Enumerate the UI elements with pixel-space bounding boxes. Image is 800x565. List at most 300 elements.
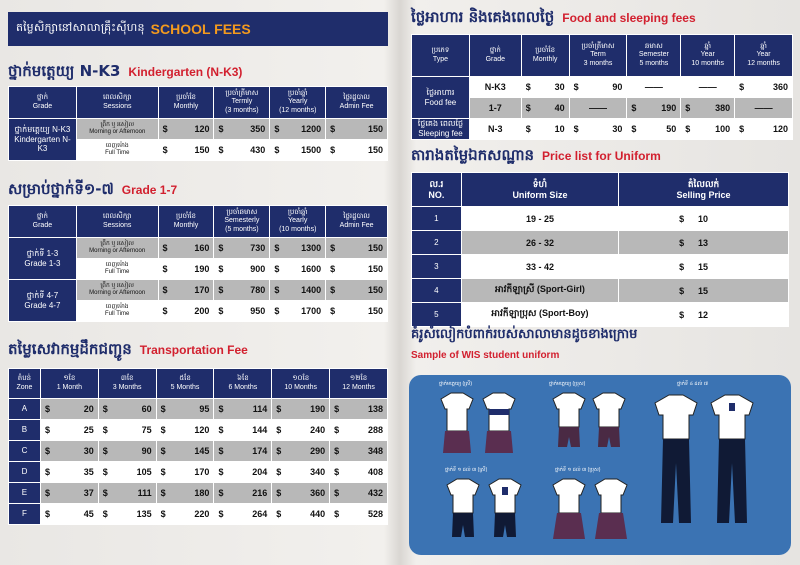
column-header: ឆ្នាំ Year 10 months — [681, 35, 735, 77]
zone-cell: B — [9, 420, 41, 441]
column-header: ប្រចាំត្រីមាស Termly (3 months) — [214, 87, 270, 119]
year12-cell-currency: $ — [739, 82, 745, 92]
yearly-cell-value: 1400 — [301, 285, 322, 295]
monthly-cell-value: 170 — [194, 285, 210, 295]
price-cell-currency: $ — [679, 213, 685, 224]
price-cell — [619, 279, 789, 303]
zone-cell: D — [9, 462, 41, 483]
m12-cell-value: 432 — [367, 488, 383, 498]
m1-cell-value: 25 — [83, 425, 94, 435]
uniform-price-heading-en: Price list for Uniform — [542, 149, 661, 163]
admin-cell-currency: $ — [330, 124, 336, 134]
m10-cell-value: 440 — [310, 509, 326, 519]
m10-cell — [272, 420, 330, 441]
monthly-cell — [158, 301, 214, 322]
monthly-cell-currency: $ — [525, 82, 531, 92]
yearly-cell — [270, 119, 326, 140]
grade-cell: 1-7 — [469, 98, 521, 119]
m6-cell-value: 144 — [252, 425, 268, 435]
grade-cell: ថ្នាក់មត្តេយ្យ N-K3 Kindergarten N-K3 — [9, 119, 77, 161]
m6-cell — [214, 441, 272, 462]
m3-cell-currency: $ — [102, 404, 108, 414]
m1-cell — [40, 483, 98, 504]
semester-cell-currency: $ — [631, 103, 637, 113]
column-header: តំបន់ Zone — [9, 369, 41, 399]
m10-cell-currency: $ — [276, 509, 282, 519]
monthly-cell-currency: $ — [162, 243, 168, 253]
table-row — [9, 399, 388, 420]
semester-cell — [627, 119, 681, 140]
zone-cell: A — [9, 399, 41, 420]
table-row — [412, 231, 789, 255]
yearly-cell — [270, 140, 326, 161]
m6-cell-value: 174 — [252, 446, 268, 456]
monthly-cell — [158, 238, 214, 259]
column-header: ១ខែ 1 Month — [40, 369, 98, 399]
uniform-label-grade1-3-boy: ថ្នាក់ទី ១ ដល់ ៣ (ប្រុស) — [555, 467, 601, 473]
banner-title: SCHOOL FEES — [150, 21, 251, 37]
m6-cell-value: 216 — [252, 488, 268, 498]
uniform-price-heading — [411, 146, 661, 168]
m6-cell — [214, 504, 272, 525]
m5-cell-currency: $ — [160, 488, 166, 498]
m10-cell-currency: $ — [276, 446, 282, 456]
m3-cell — [98, 441, 156, 462]
semesterly-cell — [214, 238, 270, 259]
table-row — [9, 280, 388, 301]
uniform-label-grade1-3-girl: ថ្នាក់ទី ១ ដល់ ៣ (ស្រី) — [445, 467, 488, 473]
m6-cell-currency: $ — [218, 446, 224, 456]
m1-cell-value: 35 — [83, 467, 94, 477]
uniform-grade1-3-skirt-icon — [553, 479, 585, 539]
admin-cell-currency: $ — [330, 285, 336, 295]
admin-cell — [326, 140, 388, 161]
yearly-cell-currency: $ — [274, 285, 280, 295]
m10-cell — [272, 483, 330, 504]
m3-cell-currency: $ — [102, 488, 108, 498]
grade-heading — [8, 180, 177, 202]
m3-cell — [98, 462, 156, 483]
column-header: ប្រចាំខែ Monthly — [158, 206, 214, 238]
grade-cell: ថ្នាក់ទី 1-3 Grade 1-3 — [9, 238, 77, 280]
uniform-price-table — [411, 172, 789, 327]
semesterly-cell — [214, 301, 270, 322]
m1-cell — [40, 462, 98, 483]
semesterly-cell — [214, 280, 270, 301]
table-row — [9, 504, 388, 525]
price-cell-value: 15 — [697, 261, 708, 272]
type-cell: ថ្លៃគេង ពេលថ្ងៃ Sleeping fee — [412, 119, 470, 140]
uniform-price-heading-km: តារាងតម្លៃឯកសណ្ឋាន — [411, 146, 535, 164]
session-cell: ព្រឹក ឬ រសៀល Morning or Afternoon — [76, 280, 158, 301]
admin-cell — [326, 238, 388, 259]
m5-cell-value: 120 — [194, 425, 210, 435]
m5-cell — [156, 441, 214, 462]
size-cell: អាវកីឡាប្រុស (Sport-Boy) — [461, 303, 618, 327]
m6-cell-currency: $ — [218, 488, 224, 498]
column-header: ពេលសិក្សា Sessions — [76, 87, 158, 119]
m12-cell-currency: $ — [334, 467, 340, 477]
m3-cell-value: 60 — [141, 404, 152, 414]
column-header: ប្រចាំឆ្នាំ Yearly (12 months) — [270, 87, 326, 119]
session-cell: ព្រឹក ឬ រសៀល Morning or Afternoon — [76, 119, 158, 140]
m6-cell — [214, 399, 272, 420]
admin-cell-currency: $ — [330, 264, 336, 274]
m3-cell-currency: $ — [102, 425, 108, 435]
semesterly-cell-currency: $ — [218, 243, 224, 253]
size-cell: 33 - 42 — [461, 255, 618, 279]
term-cell — [569, 119, 627, 140]
price-cell-currency: $ — [679, 285, 685, 296]
semesterly-cell-value: 950 — [250, 306, 266, 316]
monthly-cell — [521, 119, 569, 140]
semesterly-cell — [214, 259, 270, 280]
m10-cell-currency: $ — [276, 425, 282, 435]
column-header: ថ្លៃរដ្ឋបាល Admin Fee — [326, 87, 388, 119]
yearly-cell — [270, 259, 326, 280]
table-row — [412, 77, 793, 98]
transport-fee-table — [8, 368, 388, 525]
transport-heading-km: តម្លៃសេវាកម្មដឹកជញ្ជូន — [8, 340, 132, 358]
column-header: ថ្នាក់ Grade — [9, 206, 77, 238]
m5-cell — [156, 399, 214, 420]
admin-cell — [326, 301, 388, 322]
yearly-cell-value: 1500 — [301, 145, 322, 155]
food-fee-table — [411, 34, 793, 140]
monthly-cell-value: 10 — [554, 124, 565, 134]
column-header: ៥ខែ 5 Months — [156, 369, 214, 399]
monthly-cell-currency: $ — [525, 103, 531, 113]
m10-cell-value: 190 — [310, 404, 326, 414]
column-header: ប្រចាំត្រីមាស Term 3 months — [569, 35, 627, 77]
admin-cell-currency: $ — [330, 243, 336, 253]
semesterly-cell-currency: $ — [218, 285, 224, 295]
uniform-grade1-3-boy-icon — [489, 479, 521, 537]
year10-cell: —— — [681, 77, 735, 98]
column-header: ល.រ NO. — [412, 173, 462, 207]
m10-cell — [272, 504, 330, 525]
monthly-cell — [521, 77, 569, 98]
monthly-cell-currency: $ — [525, 124, 531, 134]
year12-cell-currency: $ — [739, 124, 745, 134]
m5-cell-currency: $ — [160, 446, 166, 456]
m12-cell-value: 138 — [367, 404, 383, 414]
m6-cell-currency: $ — [218, 509, 224, 519]
semesterly-cell-currency: $ — [218, 264, 224, 274]
uniform-kg-girl-icon — [441, 393, 473, 453]
grade-cell: N-K3 — [469, 77, 521, 98]
number-cell: 4 — [412, 279, 462, 303]
price-cell-value: 15 — [697, 285, 708, 296]
zone-cell: E — [9, 483, 41, 504]
uniform-sample-panel — [409, 375, 791, 555]
column-header: ៦ខែ 6 Months — [214, 369, 272, 399]
year10-cell-currency: $ — [685, 124, 691, 134]
m6-cell-currency: $ — [218, 467, 224, 477]
uniform-label-kg-girl: ថ្នាក់មត្តេយ្យ (ស្រី) — [439, 381, 473, 387]
monthly-cell-currency: $ — [162, 124, 168, 134]
m6-cell — [214, 483, 272, 504]
table-row — [412, 279, 789, 303]
number-cell: 2 — [412, 231, 462, 255]
zone-cell: F — [9, 504, 41, 525]
yearly-cell — [270, 301, 326, 322]
table-row — [412, 98, 793, 119]
price-cell — [619, 207, 789, 231]
m10-cell-currency: $ — [276, 488, 282, 498]
m3-cell-value: 90 — [141, 446, 152, 456]
transport-heading — [8, 340, 248, 362]
size-cell: 26 - 32 — [461, 231, 618, 255]
m12-cell — [330, 441, 388, 462]
monthly-cell-value: 200 — [194, 306, 210, 316]
column-header: ទំហំ Uniform Size — [461, 173, 618, 207]
column-header: ប្រចាំខែ Monthly — [521, 35, 569, 77]
m12-cell-value: 408 — [367, 467, 383, 477]
m3-cell — [98, 483, 156, 504]
m3-cell — [98, 504, 156, 525]
m10-cell-value: 360 — [310, 488, 326, 498]
m5-cell-value: 220 — [194, 509, 210, 519]
m5-cell — [156, 504, 214, 525]
yearly-cell-currency: $ — [274, 264, 280, 274]
yearly-cell-currency: $ — [274, 145, 280, 155]
uniform-label-grade4-7: ថ្នាក់ទី ៤ ដល់ ៧ — [677, 381, 708, 387]
grade-cell: ថ្នាក់ទី 4-7 Grade 4-7 — [9, 280, 77, 322]
m3-cell — [98, 399, 156, 420]
column-header: ឆ្នាំ Year 12 months — [735, 35, 793, 77]
year10-cell — [681, 98, 735, 119]
m1-cell-currency: $ — [44, 446, 50, 456]
m3-cell-currency: $ — [102, 509, 108, 519]
termly-cell — [214, 119, 270, 140]
year10-cell-value: 380 — [715, 103, 731, 113]
m1-cell — [40, 399, 98, 420]
semesterly-cell-value: 780 — [250, 285, 266, 295]
m12-cell — [330, 483, 388, 504]
price-cell-currency: $ — [679, 261, 685, 272]
m1-cell — [40, 441, 98, 462]
m5-cell — [156, 462, 214, 483]
semester-cell: —— — [627, 77, 681, 98]
semester-cell-currency: $ — [631, 124, 637, 134]
m1-cell — [40, 504, 98, 525]
termly-cell-value: 350 — [250, 124, 266, 134]
transport-heading-en: Transportation Fee — [139, 343, 248, 357]
m3-cell-value: 111 — [137, 488, 152, 498]
left-page — [0, 0, 398, 565]
uniform-kg-girl-back-icon — [483, 393, 515, 453]
table-row — [9, 420, 388, 441]
price-cell — [619, 231, 789, 255]
yearly-cell-value: 1600 — [301, 264, 322, 274]
school-fees-banner — [8, 12, 388, 46]
m12-cell-currency: $ — [334, 488, 340, 498]
termly-cell — [214, 140, 270, 161]
m3-cell-currency: $ — [102, 467, 108, 477]
m6-cell-value: 264 — [252, 509, 268, 519]
column-header: ឆមាស Semester 5 months — [627, 35, 681, 77]
year12-cell: —— — [735, 98, 793, 119]
admin-cell — [326, 280, 388, 301]
uniform-kg-boy-icon — [553, 393, 585, 447]
table-row — [412, 119, 793, 140]
m12-cell-value: 348 — [367, 446, 383, 456]
termly-cell-currency: $ — [218, 145, 224, 155]
column-header: ប្រចាំខែ Monthly — [158, 87, 214, 119]
uniform-grade1-3-girl-icon — [447, 479, 479, 537]
sample-heading-km: គំរូសំលៀកបំពាក់របស់សាលាមានដូចខាងក្រោម — [411, 327, 638, 342]
zone-cell: C — [9, 441, 41, 462]
m10-cell-currency: $ — [276, 404, 282, 414]
price-cell-value: 12 — [697, 309, 708, 320]
food-heading-en: Food and sleeping fees — [562, 11, 696, 25]
m6-cell — [214, 420, 272, 441]
price-cell-currency: $ — [679, 237, 685, 248]
table-row — [412, 255, 789, 279]
m5-cell-value: 145 — [194, 446, 210, 456]
m12-cell — [330, 420, 388, 441]
m6-cell-currency: $ — [218, 425, 224, 435]
m12-cell-currency: $ — [334, 509, 340, 519]
m1-cell-currency: $ — [44, 467, 50, 477]
term-cell: —— — [569, 98, 627, 119]
term-cell-currency: $ — [573, 82, 579, 92]
uniform-kg-boy-back-icon — [593, 393, 625, 447]
m1-cell-value: 30 — [83, 446, 94, 456]
admin-cell-value: 150 — [367, 145, 383, 155]
m1-cell-value: 45 — [83, 509, 94, 519]
m12-cell — [330, 462, 388, 483]
table-row — [412, 303, 789, 327]
column-header: ថ្នាក់ Grade — [469, 35, 521, 77]
year10-cell-value: 100 — [715, 124, 731, 134]
yearly-cell-currency: $ — [274, 243, 280, 253]
column-header: ថ្លៃរដ្ឋបាល Admin Fee — [326, 206, 388, 238]
m12-cell-value: 528 — [367, 509, 383, 519]
food-heading — [411, 8, 696, 30]
year12-cell — [735, 77, 793, 98]
admin-cell — [326, 119, 388, 140]
semesterly-cell-value: 900 — [250, 264, 266, 274]
yearly-cell-value: 1300 — [301, 243, 322, 253]
session-cell: ពេញម៉ោង Full Time — [76, 140, 158, 161]
semesterly-cell-currency: $ — [218, 306, 224, 316]
monthly-cell-currency: $ — [162, 306, 168, 316]
m1-cell-currency: $ — [44, 488, 50, 498]
column-header: តំលៃលក់ Selling Price — [619, 173, 789, 207]
column-header: ១០ខែ 10 Months — [272, 369, 330, 399]
session-cell: ព្រឹក ឬ រសៀល Morning or Afternoon — [76, 238, 158, 259]
column-header: ពេលសិក្សា Sessions — [76, 206, 158, 238]
m1-cell-value: 37 — [83, 488, 94, 498]
monthly-cell — [158, 280, 214, 301]
table-row — [9, 238, 388, 259]
monthly-cell-currency: $ — [162, 145, 168, 155]
sample-heading-en: Sample of WIS student uniform — [411, 350, 560, 361]
m10-cell-value: 240 — [310, 425, 326, 435]
m12-cell — [330, 504, 388, 525]
grade-heading-en: Grade 1-7 — [121, 183, 178, 197]
admin-cell-currency: $ — [330, 306, 336, 316]
m6-cell-value: 114 — [252, 404, 268, 414]
column-header: ប្រចាំឆមាស Semesterly (5 months) — [214, 206, 270, 238]
semester-cell-value: 50 — [666, 124, 677, 134]
m5-cell-value: 180 — [194, 488, 210, 498]
m12-cell-currency: $ — [334, 404, 340, 414]
m12-cell — [330, 399, 388, 420]
monthly-cell-currency: $ — [162, 264, 168, 274]
session-cell: ពេញម៉ោង Full Time — [76, 301, 158, 322]
monthly-cell-value: 30 — [554, 82, 565, 92]
monthly-cell — [158, 140, 214, 161]
monthly-cell-value: 150 — [194, 145, 210, 155]
m10-cell — [272, 399, 330, 420]
monthly-cell-value: 120 — [194, 124, 210, 134]
m3-cell-value: 75 — [141, 425, 152, 435]
banner-khmer: តម្លៃសិក្សានៅសាលាគ្រុឹះស៊ីហនុ — [16, 21, 145, 34]
table-row — [9, 441, 388, 462]
price-cell — [619, 303, 789, 327]
m5-cell-currency: $ — [160, 509, 166, 519]
year12-cell — [735, 119, 793, 140]
m1-cell-currency: $ — [44, 404, 50, 414]
m1-cell-currency: $ — [44, 509, 50, 519]
admin-cell-value: 150 — [367, 124, 383, 134]
term-cell-value: 90 — [612, 82, 623, 92]
number-cell: 1 — [412, 207, 462, 231]
m1-cell-value: 20 — [83, 404, 94, 414]
column-header: ប្រចាំឆ្នាំ Yearly (10 months) — [270, 206, 326, 238]
m12-cell-currency: $ — [334, 425, 340, 435]
table-row — [412, 207, 789, 231]
monthly-cell-currency: $ — [162, 285, 168, 295]
admin-cell-value: 150 — [367, 264, 383, 274]
m10-cell-currency: $ — [276, 467, 282, 477]
termly-cell-value: 430 — [250, 145, 266, 155]
monthly-cell-value: 40 — [554, 103, 565, 113]
m6-cell — [214, 462, 272, 483]
term-cell-currency: $ — [573, 124, 579, 134]
m3-cell-value: 135 — [136, 509, 152, 519]
m3-cell-value: 105 — [136, 467, 152, 477]
m10-cell-value: 340 — [310, 467, 326, 477]
type-cell: ថ្លៃអាហារ Food fee — [412, 77, 470, 119]
size-cell: 19 - 25 — [461, 207, 618, 231]
m1-cell-currency: $ — [44, 425, 50, 435]
yearly-cell-currency: $ — [274, 306, 280, 316]
m1-cell — [40, 420, 98, 441]
m10-cell-value: 290 — [310, 446, 326, 456]
termly-cell-currency: $ — [218, 124, 224, 134]
m5-cell — [156, 483, 214, 504]
table-row — [9, 462, 388, 483]
m5-cell-currency: $ — [160, 404, 166, 414]
m10-cell — [272, 462, 330, 483]
year12-cell-value: 120 — [772, 124, 788, 134]
yearly-cell-value: 1200 — [301, 124, 322, 134]
price-cell-currency: $ — [679, 309, 685, 320]
m6-cell-currency: $ — [218, 404, 224, 414]
admin-cell-value: 150 — [367, 243, 383, 253]
admin-cell-value: 150 — [367, 285, 383, 295]
yearly-cell-value: 1700 — [301, 306, 322, 316]
yearly-cell-currency: $ — [274, 124, 280, 134]
kindergarten-heading — [8, 62, 242, 84]
session-cell: ពេញម៉ោង Full Time — [76, 259, 158, 280]
column-header: ៣ខែ 3 Months — [98, 369, 156, 399]
yearly-cell — [270, 280, 326, 301]
